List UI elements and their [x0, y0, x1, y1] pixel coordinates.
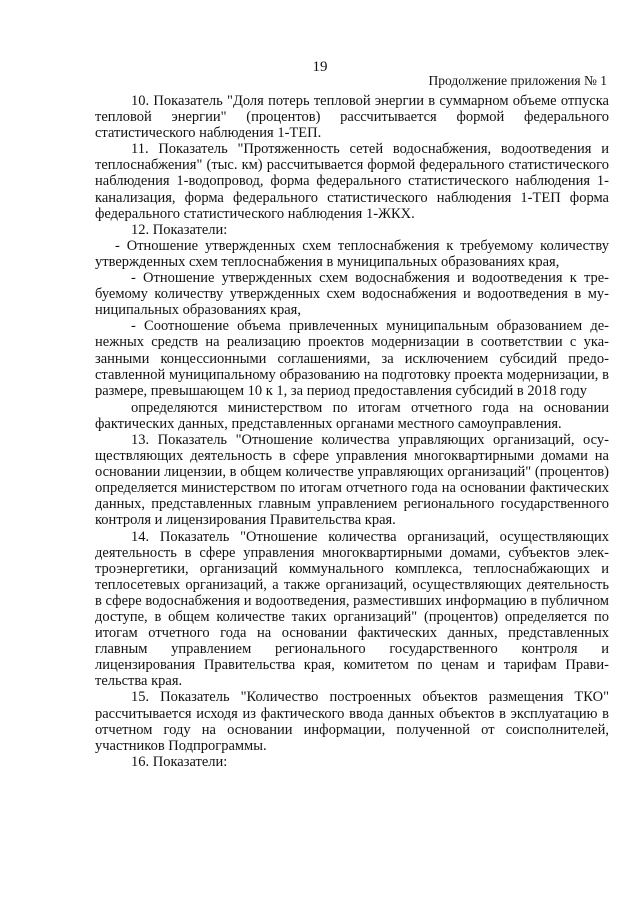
paragraph-14-public-disclosure: 14. Показатель "Отношение количества организаций, осуществляющих деятельность в сфере управления многоквартирными домами, субъектов электроэнергетики, организаций коммунального комплекса, теплоснабжающих и теплосетевых организаций, а также организаций, осуществляющих деятельность в сфере водоснабжения и водоотведения, разместивших информацию в публичном доступе, в общем количестве таких организаций" (процентов) определяется по итогам отчетного года на основании фактических данных, представленных главным управлением регионального государственного контроля и лицензирования Правительства края, комитетом по ценам и тарифам Правительства края. — [95, 528, 609, 690]
paragraph-16-heading: 16. Показатели: — [131, 753, 228, 770]
indicator-heat-supply-schemes: - Отношение утвержденных схем теплоснабжения к требуемому количеству утвержденных схем теплоснабжения в муниципальных образованиях края, — [95, 237, 609, 270]
appendix-note: Продолжение приложения № 1 — [428, 73, 607, 88]
page-number: 19 — [312, 59, 328, 75]
indicator-water-supply-schemes: - Отношение утвержденных схем водоснабжения и водоотведения к требуемому количеству утвержденных схем водоснабжения и водоотведения в муниципальных образованиях края, — [95, 270, 609, 319]
paragraph-15-waste-facilities: 15. Показатель "Количество построенных объектов размещения ТКО" рассчитывается исходя из фактического ввода данных объектов в эксплуатацию в отчетном году на основании информации, полученной от соисполнителей, участников Подпрограммы. — [95, 689, 609, 754]
paragraph-10-loss-share: 10. Показатель "Доля потерь тепловой энергии в суммарном объеме отпуска тепловой энергии" (процентов) рассчитывается формой федерального статистического наблюдения 1-ТЕП. — [95, 93, 609, 142]
paragraph-13-management-orgs: 13. Показатель "Отношение количества управляющих организаций, осуществляющих деятельность в сфере управления многоквартирными домами на основании лицензии, в общем количестве управляющих организаций" (процентов) определяется министерством по итогам отчетного года на основании фактических данных, представленных главным управлением регионального государственного контроля и лицензирования Правительства края. — [95, 431, 609, 529]
paragraph-12-determination: определяются министерством по итогам отчетного года на основании фактических данных, представленных органами местного самоуправления. — [95, 399, 609, 432]
paragraph-11-network-length: 11. Показатель "Протяженность сетей водоснабжения, водоотведения и теплоснабжения" (тыс. км) рассчитывается формой федерального статистического наблюдения 1-водопровод, форма федерального статистического наблюдения 1-канализация, форма федерального статистического наблюдения 1-ТЕП форма федерального статистического наблюдения 1-ЖКХ. — [95, 141, 609, 222]
paragraph-12-heading: 12. Показатели: — [131, 221, 228, 238]
indicator-funding-ratio: - Соотношение объема привлеченных муниципальным образованием денежных средств на реализацию проектов модернизации в соответствии с указанными концессионными соглашениями, за исключением субсидий предоставленной муниципальному образованию на подготовку проекта модернизации, в размере, превышающем 10 к 1, за период предоставления субсидий в 2018 году — [95, 318, 609, 399]
document-body — [95, 93, 609, 770]
